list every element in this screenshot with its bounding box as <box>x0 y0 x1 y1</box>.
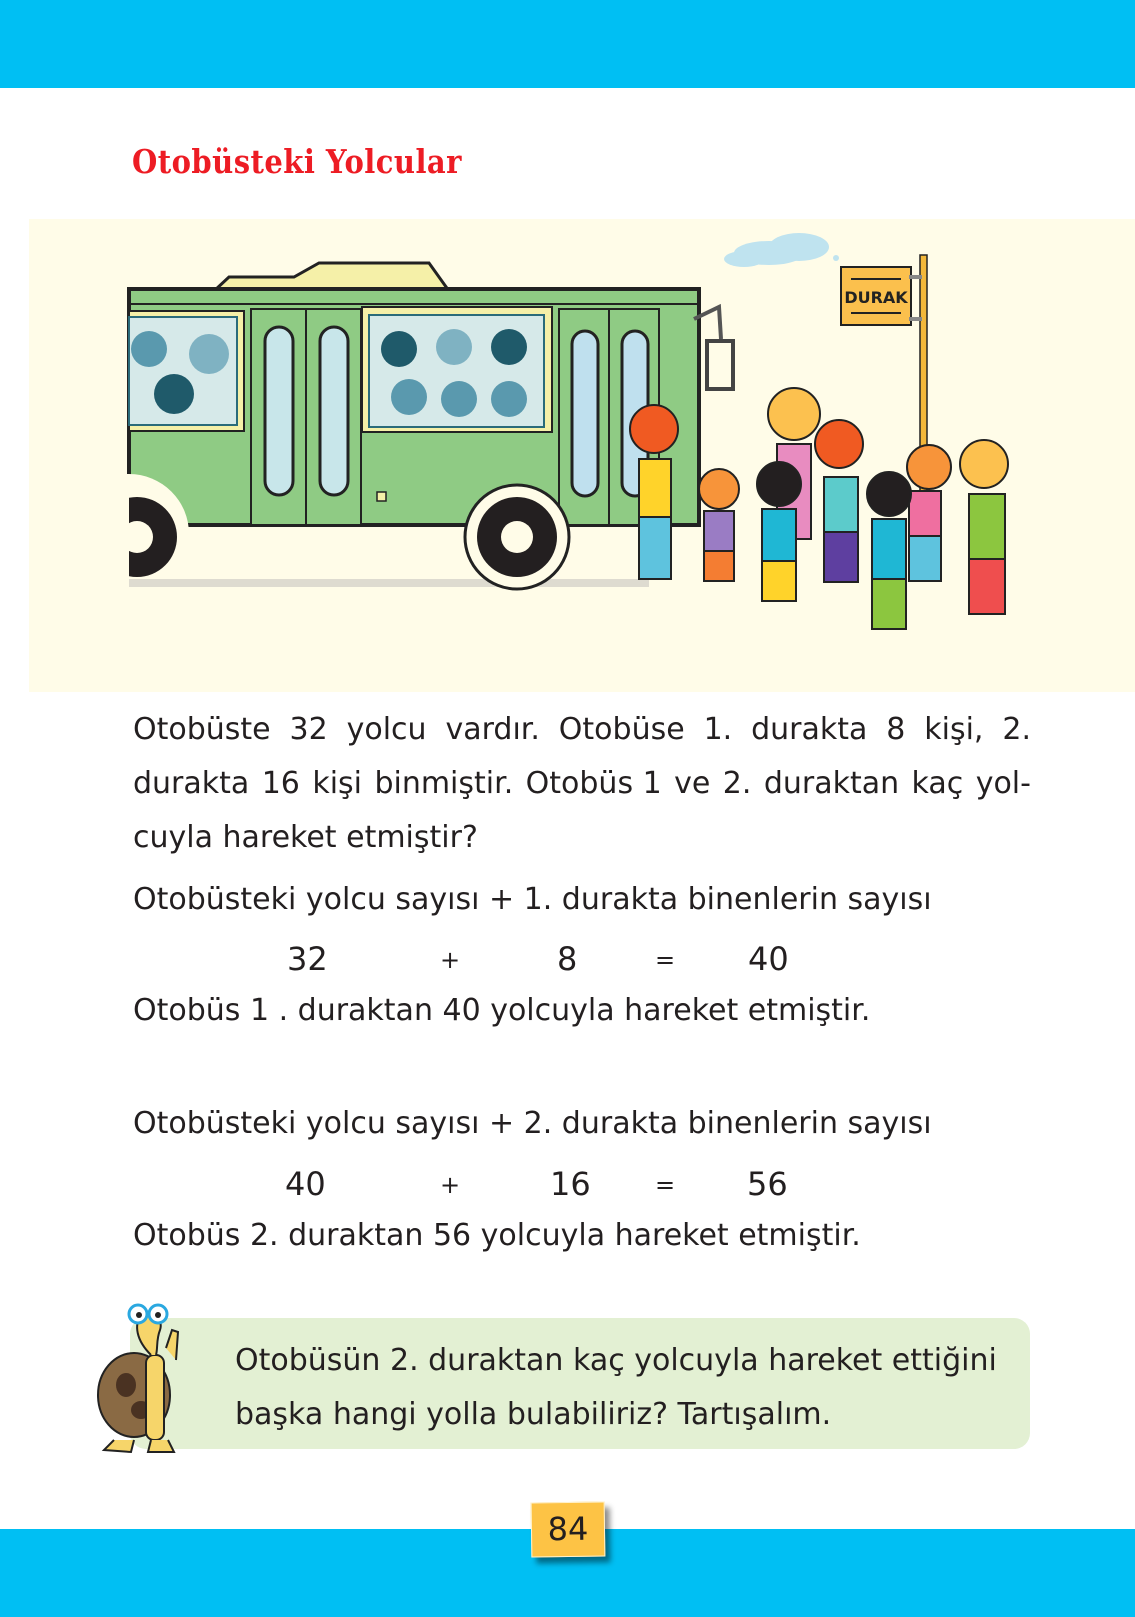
step2-operand-b: 16 <box>550 1165 591 1203</box>
step1-result: 40 <box>748 940 789 978</box>
cloud-icon <box>724 233 839 267</box>
plus-sign: + <box>440 1171 461 1199</box>
callout-line-1: Otobüsün 2. duraktan kaç yolcuyla hareket ettiğini <box>235 1343 997 1378</box>
problem-line-1 <box>133 703 1031 757</box>
top-color-band <box>0 0 1135 88</box>
page-title: Otobüsteki Yolcular <box>132 142 462 181</box>
word: 16 <box>261 766 300 801</box>
word: binmiştir. <box>374 766 514 801</box>
step2-label: Otobüsteki yolcu sayısı + 2. durakta binenlerin sayısı <box>133 1106 932 1141</box>
word: kaç <box>911 766 964 801</box>
step2-result: 56 <box>747 1165 788 1203</box>
step1-operand-a: 32 <box>287 940 328 978</box>
step1-operand-b: 8 <box>557 940 578 978</box>
equals-sign: = <box>655 946 676 974</box>
bus-illustration-graphic <box>29 219 1135 692</box>
word: Otobüs 1 <box>525 766 662 801</box>
word: Otobüse <box>558 712 685 747</box>
word: Otobüste <box>133 712 271 747</box>
word: durakta <box>751 712 868 747</box>
callout-question <box>235 1334 997 1442</box>
step2-operand-a: 40 <box>285 1165 326 1203</box>
word: 2. <box>1002 712 1031 747</box>
word: 8 <box>886 712 906 747</box>
word: duraktan <box>763 766 900 801</box>
word: ve <box>674 766 711 801</box>
word: yolcu <box>346 712 427 747</box>
step1-conclusion: Otobüs 1 . duraktan 40 yolcuyla hareket etmiştir. <box>133 993 871 1028</box>
step1-label: Otobüsteki yolcu sayısı + 1. durakta binenlerin sayısı <box>133 882 932 917</box>
word: yol- <box>975 766 1031 801</box>
problem-line-3: cuyla hareket etmiştir? <box>133 820 478 855</box>
problem-statement <box>133 703 1033 865</box>
word: 2. <box>722 766 752 801</box>
plus-sign: + <box>440 946 461 974</box>
word: 1. <box>703 712 733 747</box>
word: kişi <box>312 766 363 801</box>
problem-line-2 <box>133 757 1031 811</box>
bus-stop-illustration <box>29 219 1135 692</box>
callout-line-2: başka hangi yolla bulabiliriz? Tartışalım. <box>235 1397 832 1432</box>
turtle-mascot-icon <box>96 1300 188 1455</box>
word: 32 <box>289 712 328 747</box>
durak-sign-text: DURAK <box>844 288 908 307</box>
word: vardır. <box>445 712 540 747</box>
word: durakta <box>133 766 250 801</box>
word: kişi, <box>924 712 984 747</box>
step2-conclusion: Otobüs 2. duraktan 56 yolcuyla hareket etmiştir. <box>133 1218 861 1253</box>
equals-sign: = <box>655 1171 676 1199</box>
page-number-badge: 84 <box>531 1501 606 1557</box>
